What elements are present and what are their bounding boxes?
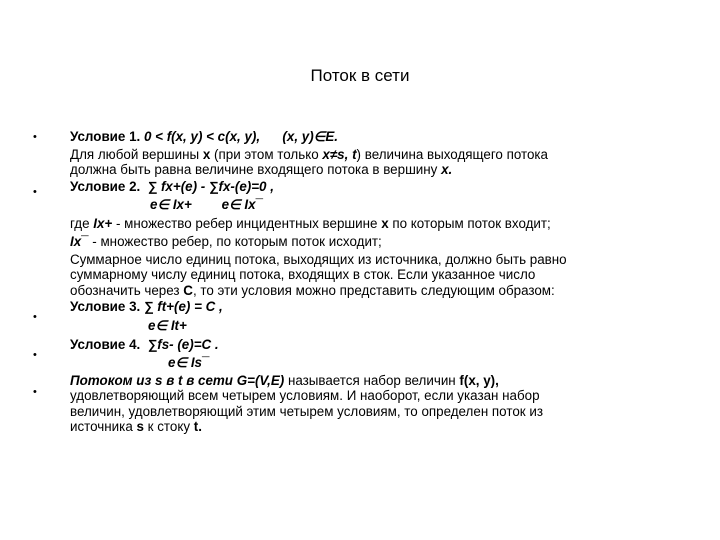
vertex-condition-line2: должна быть равна величине входящего потока в вершину x. bbox=[70, 162, 453, 178]
condition-3-subscript: e∈ It+ bbox=[148, 318, 187, 334]
bullet-marker: • bbox=[33, 386, 37, 398]
condition-3: Условие 3. ∑ ft+(e) = C , bbox=[70, 299, 223, 315]
definition-ix-plus: где Ix+ - множество ребер инцидентных вершине x по которым поток входит; bbox=[70, 215, 551, 231]
definition-ix-minus: Ix¯ - множество ребер, по которым поток исходит; bbox=[70, 234, 382, 250]
slide-body bbox=[70, 128, 690, 435]
condition-2: Условие 2. ∑ fx+(e) - ∑fx-(e)=0 , bbox=[70, 178, 274, 194]
condition-4: Условие 4. ∑fs- (e)=C . bbox=[70, 336, 219, 352]
sum-paragraph-line2: суммарному числу единиц потока, входящих в сток. Если указанное число bbox=[70, 267, 536, 283]
sum-paragraph-line3: обозначить через C, то эти условия можно представить следующим образом: bbox=[70, 282, 555, 298]
vertex-condition-line1: Для любой вершины x (при этом только x≠s, t) величина выходящего потока bbox=[70, 146, 549, 162]
flow-definition-line1: Потоком из s в t в сети G=(V,E) называется набор величин f(x, y), bbox=[70, 372, 499, 388]
flow-definition-line2: удовлетворяющий всем четырем условиям. И наоборот, если указан набор bbox=[70, 388, 540, 404]
condition-4-subscript: e∈ Is¯ bbox=[168, 355, 210, 371]
slide-title: Поток в сети bbox=[310, 66, 410, 85]
bullet-marker: • bbox=[33, 349, 37, 361]
flow-definition-line4: источника s к стоку t. bbox=[70, 419, 202, 435]
bullet-marker: • bbox=[33, 186, 37, 198]
flow-definition-line3: величин, удовлетворяющий этим четырем условиям, то определен поток из bbox=[70, 403, 543, 419]
condition-2-subscripts: e∈ Ix+ e∈ Ix¯ bbox=[150, 197, 263, 213]
sum-paragraph-line1: Суммарное число единиц потока, выходящих из источника, должно быть равно bbox=[70, 251, 567, 267]
condition-1: Условие 1. 0 < f(x, y) < c(x, y), (x, y)∈E. bbox=[70, 129, 338, 144]
bullet-marker: • bbox=[33, 311, 37, 323]
bullet-marker: • bbox=[33, 131, 37, 143]
